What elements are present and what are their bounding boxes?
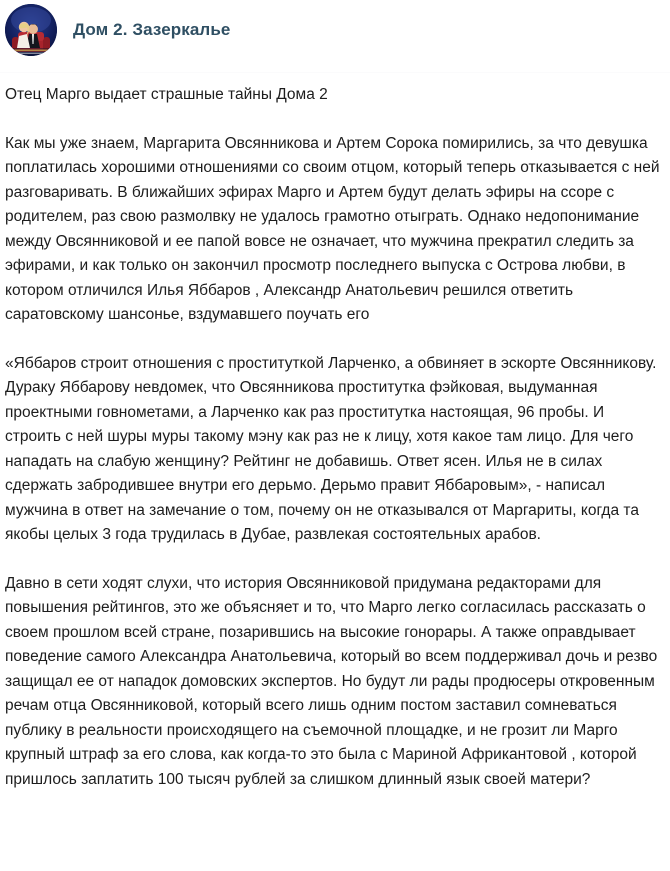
channel-title[interactable]: Дом 2. Зазеркалье: [73, 19, 231, 39]
post-header: [0, 0, 670, 58]
channel-avatar-icon[interactable]: [5, 4, 57, 56]
article-headline: Отец Марго выдает страшные тайны Дома 2: [5, 86, 328, 103]
article-paragraph-1: Как мы уже знаем, Маргарита Овсянникова и Артем Сорока помирились, за что девушка поплатилась хорошими отношениями со своим отцом, который теперь отказывается с ней разговаривать. В ближайших эфирах Марго и Артем будут делать эфиры на ссоре с родителем, раз свою размолвку не удалось грамотно отыграть. Однако недопонимание между Овсянниковой и ее папой вовсе не означает, что мужчина прекратил следить за эфирами, и как только он закончил просмотр последнего выпуска с Острова любви, в котором отличился Илья Яббаров , Александр Анатольевич решился ответить саратовскому шансонье, вздумавшего поучать его: [5, 134, 660, 323]
article-paragraph-3: Давно в сети ходят слухи, что история Овсянниковой придумана редакторами для повышения рейтингов, это же объясняет и то, что Марго легко согласилась рассказать о своем прошлом всей стране, позарившись на высокие гонорары. А также оправдывает поведение самого Александра Анатольевича, который во всем поддерживал дочь и резво защищал ее от нападок домовских экспертов. Но будут ли рады продюсеры откровенным речам отца Овсянниковой, который всего лишь одним постом заставил сомневаться публику в реальности происходящего на съемочной площадке, и не грозит ли Марго крупный штраф за его слова, как когда-то это была с Мариной Африкантовой , которой пришлось заплатить 100 тысяч рублей за слишком длинный язык своей матери?: [5, 574, 658, 788]
header-divider: [0, 72, 670, 73]
article-body: [0, 83, 670, 792]
article-paragraph-2-quote: «Яббаров строит отношения с проституткой Ларченко, а обвиняет в эскорте Овсянникову. Дураку Яббарову невдомек, что Овсянникова проститутка фэйковая, выдуманная проектными говнометами, а Ларченко как раз проститутка настоящая, 96 пробы. И строить с ней шуры муры такому мэну как раз не к лицу, хотя какое там лицо. Для чего нападать на слабую женщину? Рейтинг не добавишь. Ответ ясен. Илья не в силах сдержать забродившее внутри его дерьмо. Дерьмо правит Яббаровым», - написал мужчина в ответ на замечание о том, почему он не отказывался от Маргариты, когда та якобы целых 3 года трудилась в Дубае, развлекая состоятельных арабов.: [5, 354, 657, 543]
